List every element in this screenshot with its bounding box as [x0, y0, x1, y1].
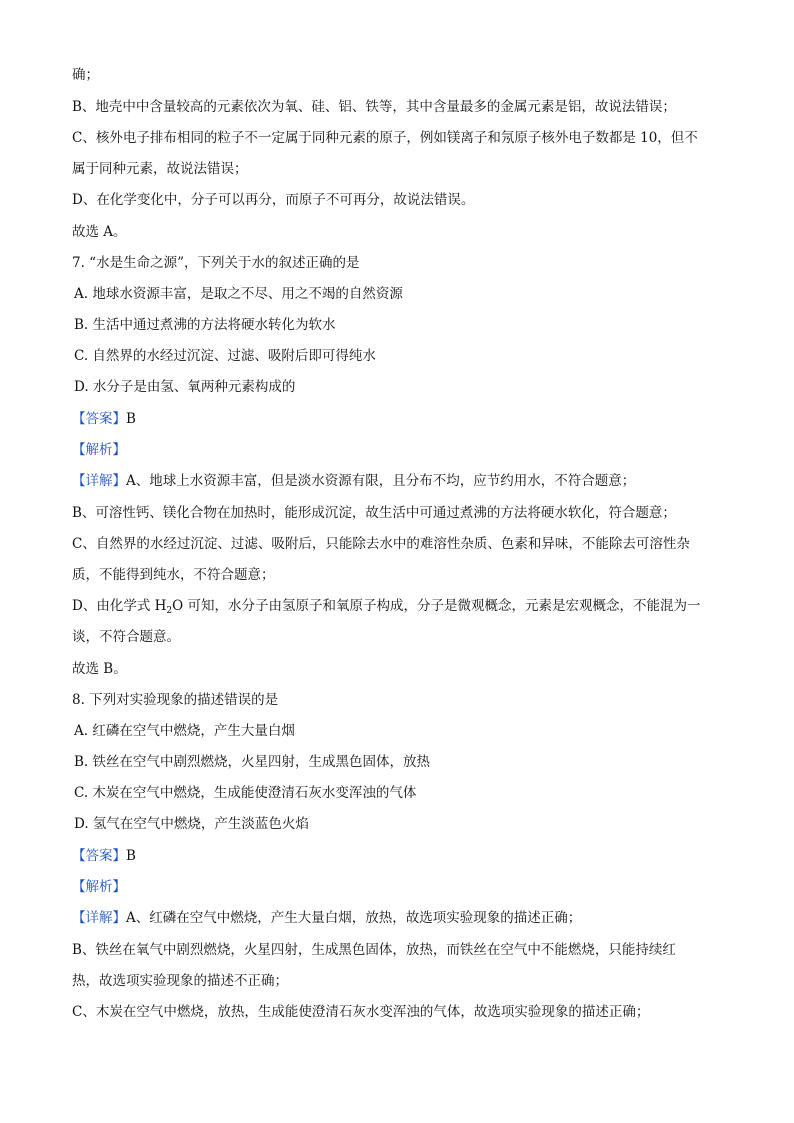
detail-text: A、地球上水资源丰富，但是淡水资源有限，且分布不均，应节约用水，不符合题意；: [126, 473, 636, 489]
question-7-option-b: B. 生活中通过煮沸的方法将硬水转化为软水: [74, 317, 336, 333]
detail-tag: 【详解】: [72, 473, 126, 489]
formula-rest: O 可知，水分子由氢原子和氧原子构成，分子是微观概念，元素是宏观概念，不能混为一: [172, 598, 701, 614]
question-8-option-a: A. 红磷在空气中燃烧，产生大量白烟: [74, 723, 295, 739]
formula-line: [72, 597, 722, 620]
analysis-tag: 【解析】: [72, 879, 126, 895]
text-line: 质，不能得到纯水，不符合题意；: [72, 567, 275, 583]
question-8-option-c: C. 木炭在空气中燃烧，生成能使澄清石灰水变浑浊的气体: [74, 785, 417, 801]
analysis-line: [72, 878, 722, 896]
question-8-stem: 8. 下列对实验现象的描述错误的是: [72, 692, 279, 708]
answer-tag: 【答案】: [72, 848, 126, 864]
text-line: 属于同种元素，故说法错误；: [72, 161, 248, 177]
text-line: 热，故选项实验现象的描述不正确；: [72, 973, 288, 989]
text-line: 谈，不符合题意。: [72, 629, 180, 645]
answer-line: [72, 410, 722, 428]
detail-tag: 【详解】: [72, 910, 126, 926]
text-line: 故选 A。: [72, 224, 127, 240]
text-line: B、铁丝在氧气中剧烈燃烧，火星四射，生成黑色固体，放热，而铁丝在空气中不能燃烧，只能持续红: [72, 942, 676, 958]
detail-text: A、红磷在空气中燃烧，产生大量白烟，放热，故选项实验现象的描述正确；: [126, 910, 582, 926]
text-line: B、地壳中中含量较高的元素依次为氧、硅、铝、铁等，其中含量最多的金属元素是铝，故说法错误；: [72, 99, 676, 115]
text-line: C、自然界的水经过沉淀、过滤、吸附后，只能除去水中的难溶性杂质、色素和异味，不能除去可溶性杂: [72, 536, 690, 552]
analysis-line: [72, 441, 722, 459]
text-line: B、可溶性钙、镁化合物在加热时，能形成沉淀，故生活中可通过煮沸的方法将硬水软化，符合题意；: [72, 505, 676, 521]
question-7-option-d: D. 水分子是由氢、氧两种元素构成的: [74, 379, 296, 395]
analysis-tag: 【解析】: [72, 442, 126, 458]
formula-subscript: 2: [166, 606, 173, 616]
question-7-option-c: C. 自然界的水经过沉淀、过滤、吸附后即可得纯水: [74, 348, 376, 364]
answer-value: B: [126, 411, 136, 427]
question-8-option-d: D. 氢气在空气中燃烧，产生淡蓝色火焰: [74, 816, 309, 832]
text-line: C、木炭在空气中燃烧，放热，生成能使澄清石灰水变浑浊的气体，故选项实验现象的描述正确；: [72, 1004, 650, 1020]
question-7-option-a: A. 地球水资源丰富，是取之不尽、用之不竭的自然资源: [74, 286, 403, 302]
answer-value: B: [126, 848, 136, 864]
formula-prefix: D、由化学式 H: [72, 598, 167, 614]
question-8-option-b: B. 铁丝在空气中剧烈燃烧，火星四射，生成黑色固体，放热: [74, 754, 431, 770]
text-line: 故选 B。: [72, 661, 127, 677]
detail-line: [72, 472, 722, 490]
text-line: D、在化学变化中，分子可以再分，而原子不可再分，故说法错误。: [72, 192, 475, 208]
detail-line: [72, 909, 722, 927]
answer-line: [72, 847, 722, 865]
answer-tag: 【答案】: [72, 411, 126, 427]
question-7-stem: 7. “水是生命之源”，下列关于水的叙述正确的是: [72, 255, 360, 271]
text-line: C、核外电子排布相同的粒子不一定属于同种元素的原子，例如镁离子和氖原子核外电子数都是 10，但不: [72, 130, 698, 146]
text-line: 确；: [72, 67, 99, 83]
